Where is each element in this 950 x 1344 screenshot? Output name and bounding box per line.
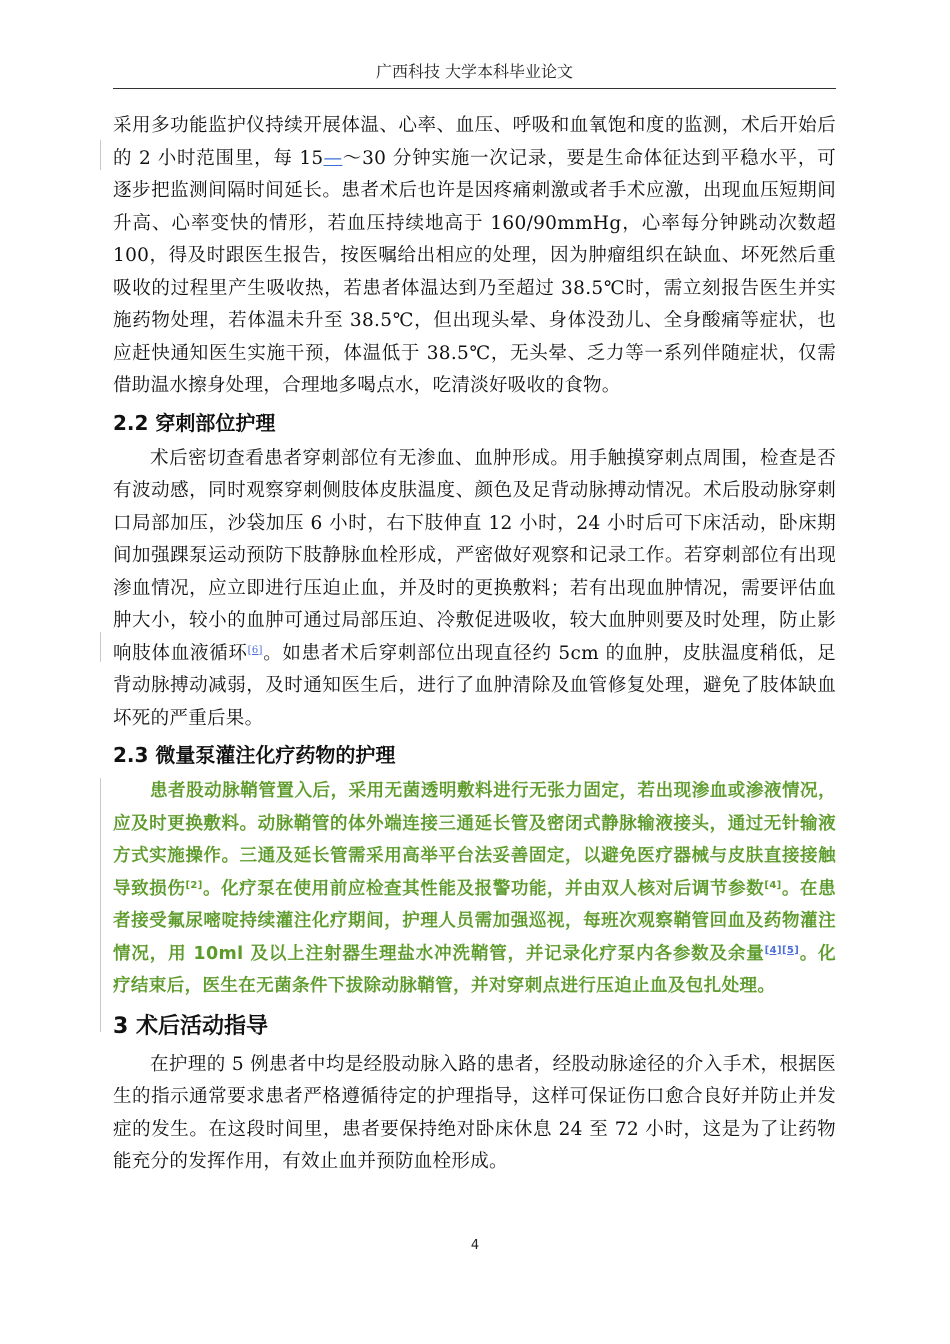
revision-bar (100, 632, 101, 662)
paragraph-pump-chemo: 患者股动脉鞘管置入后，采用无菌透明敷料进行无张力固定，若出现渗血或渗液情况，应及时更换敷料。动脉鞘管的体外端连接三通延长管及密闭式静脉输液接头，通过无针输液方式实施操作。三通及延长管需采用高举平台法妥善固定，以避免医疗器械与皮肤直接接触导致损伤[2]。化疗泵在使用前应检查其性能及报警功能，并由双人核对后调节参数[4]。在患者接受氟尿嘧啶持续灌注化疗期间，护理人员需加强巡视，每班次观察鞘管回血及药物灌注情况，用 10ml 及以上注射器生理盐水冲洗鞘管，并记录化疗泵内各参数及余量[4][5]。化疗结束后，医生在无菌条件下拔除动脉鞘管，并对穿刺点进行压迫止血及包扎处理。 (113, 781, 836, 996)
revision-bar (100, 778, 101, 1032)
paragraph-activity-guidance: 在护理的 5 例患者中均是经股动脉入路的患者，经股动脉途径的介入手术，根据医生的指示通常要求患者严格遵循待定的护理指导，这样可保证伤口愈合良好并防止并发症的发生。在这段时间里，患者要保持绝对卧床休息 24 至 72 小时，这是为了让药物能充分的发挥作用，有效止血并预防血栓形成。 (113, 1053, 836, 1172)
citation-ref[interactable]: [2] (185, 879, 203, 891)
page-body (113, 110, 836, 1179)
page-number: 4 (470, 1238, 480, 1253)
tracked-insertion: — (323, 147, 343, 169)
citation-ref[interactable]: [5] (781, 944, 800, 956)
citation-ref[interactable]: [4] (764, 944, 782, 956)
revision-bar (100, 140, 101, 170)
section-heading-2-2: 2.2 穿刺部位护理 (113, 410, 276, 435)
section-heading-3: 3 术后活动指导 (113, 1013, 268, 1039)
citation-ref[interactable]: [6] (247, 644, 263, 656)
paragraph-monitoring: 采用多功能监护仪持续开展体温、心率、血压、呼吸和血氧饱和度的监测，术后开始后的 2 小时范围里，每 15—～30 分钟实施一次记录，要是生命体征达到平稳水平，可逐步把监测间隔时间延长。患者术后也许是因疼痛刺激或者手术应激，出现血压短期间升高、心率变快的情形，若血压持续地高于 160/90mmHg，心率每分钟跳动次数超 100，得及时跟医生报告，按医嘱给出相应的处理，因为肿瘤组织在缺血、坏死然后重吸收的过程里产生吸收热，若患者体温达到乃至超过 38.5℃时，需立刻报告医生并实施药物处理，若体温未升至 38.5℃，但出现头晕、身体没劲儿、全身酸痛等症状，也应赶快通知医生实施干预，体温低于 38.5℃，无头晕、乏力等一系列伴随症状，仅需借助温水擦身处理，合理地多喝点水，吃清淡好吸收的食物。 (113, 115, 837, 396)
citation-ref[interactable]: [4] (764, 879, 782, 891)
section-heading-2-3: 2.3 微量泵灌注化疗药物的护理 (113, 743, 396, 767)
page-header: 广西科技 大学本科毕业论文 (113, 56, 836, 89)
paragraph-puncture-care: 术后密切查看患者穿刺部位有无渗血、血肿形成。用手触摸穿刺点周围，检查是否有波动感，同时观察穿刺侧肢体皮肤温度、颜色及足背动脉搏动情况。术后股动脉穿刺口局部加压，沙袋加压 6 小时，右下肢伸直 12 小时，24 小时后可下床活动，卧床期间加强踝泵运动预防下肢静脉血栓形成，严密做好观察和记录工作。若穿刺部位有出现渗血情况，应立即进行压迫止血，并及时的更换敷料；若有出现血肿情况，需要评估血肿大小，较小的血肿可通过局部压迫、冷敷促进吸收，较大血肿则要及时处理，防止影响肢体血液循环[6]。如患者术后穿刺部位出现直径约 5cm 的血肿，皮肤温度稍低，足背动脉搏动减弱，及时通知医生后，进行了血肿清除及血管修复处理，避免了肢体缺血坏死的严重后果。 (113, 447, 836, 729)
